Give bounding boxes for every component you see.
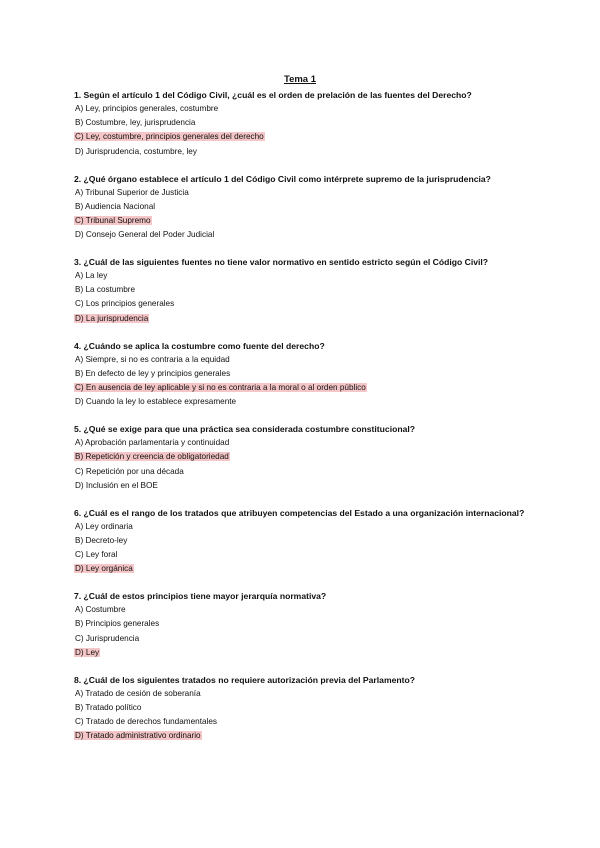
question-text: 1. Según el artículo 1 del Código Civil, ¿cuál es el orden de prelación de las fuentes del Derecho? <box>74 90 472 100</box>
question-7 <box>74 589 554 660</box>
question-text: 8. ¿Cuál de los siguientes tratados no requiere autorización previa del Parlamento? <box>74 674 415 685</box>
option-d <box>74 228 554 242</box>
option-a <box>74 520 554 534</box>
question-3 <box>74 255 554 326</box>
option-d-correct <box>74 562 554 576</box>
option-text: C) Tribunal Supremo <box>75 215 151 225</box>
option-c-correct <box>74 381 554 395</box>
question-text: 3. ¿Cuál de las siguientes fuentes no tiene valor normativo en sentido estricto según el Código Civil? <box>74 257 489 268</box>
page-title: Tema 1 <box>283 74 317 85</box>
option-d <box>74 145 554 159</box>
option-b <box>74 116 554 130</box>
option-b <box>74 367 554 381</box>
option-text: D) Tratado administrativo ordinario <box>75 731 201 741</box>
option-text: C) Repetición por una década <box>75 466 184 476</box>
option-text: C) Los principios generales <box>75 299 175 309</box>
option-text: D) Consejo General del Poder Judicial <box>75 230 215 240</box>
question-text: 5. ¿Qué se exige para que una práctica sea considerada costumbre constitucional? <box>74 424 415 435</box>
option-text: C) Ley foral <box>75 550 118 560</box>
option-c <box>74 632 554 646</box>
option-b <box>74 283 554 297</box>
option-text: B) Audiencia Nacional <box>75 201 156 211</box>
option-c <box>74 715 554 729</box>
option-b <box>74 617 554 631</box>
option-text: D) Ley orgánica <box>75 564 133 574</box>
option-a <box>74 436 554 450</box>
option-text: B) Tratado político <box>75 703 142 713</box>
option-a <box>74 269 554 283</box>
option-text: A) Siempre, si no es contraria a la equidad <box>75 354 230 364</box>
question-8 <box>74 673 554 744</box>
option-text: D) Jurisprudencia, costumbre, ley <box>75 146 197 156</box>
option-text: C) En ausencia de ley aplicable y si no es contraria a la moral o al orden público <box>75 383 366 393</box>
question-text: 2. ¿Qué órgano establece el artículo 1 del Código Civil como intérprete supremo de la jurisprudencia? <box>74 173 491 184</box>
option-a <box>74 186 554 200</box>
option-d <box>74 395 554 409</box>
option-text: A) Ley, principios generales, costumbre <box>75 104 219 113</box>
question-text: 7. ¿Cuál de estos principios tiene mayor jerarquía normativa? <box>74 591 327 602</box>
option-d-correct <box>74 312 554 326</box>
option-text: A) Tribunal Superior de Justicia <box>75 187 189 197</box>
option-text: D) La jurisprudencia <box>75 313 149 323</box>
option-c <box>74 297 554 311</box>
option-text: B) Decreto-ley <box>75 535 128 545</box>
question-4 <box>74 339 554 410</box>
option-a <box>74 603 554 617</box>
question-2 <box>74 172 554 243</box>
option-d-correct <box>74 646 554 660</box>
option-a <box>74 102 554 116</box>
option-a <box>74 353 554 367</box>
question-1 <box>74 88 554 159</box>
option-text: D) Inclusión en el BOE <box>75 480 158 490</box>
option-d <box>74 479 554 493</box>
option-text: C) Ley, costumbre, principios generales del derecho <box>75 132 264 142</box>
option-text: A) Aprobación parlamentaria y continuidad <box>75 438 230 448</box>
option-c <box>74 465 554 479</box>
option-c-correct <box>74 214 554 228</box>
option-text: D) Cuando la ley lo establece expresamente <box>75 397 237 407</box>
option-text: A) Costumbre <box>75 605 126 615</box>
question-text: 6. ¿Cuál es el rango de los tratados que atribuyen competencias del Estado a una organización internacional? <box>74 507 525 518</box>
option-c-correct <box>74 130 554 144</box>
option-b-correct <box>74 450 554 464</box>
option-text: C) Tratado de derechos fundamentales <box>75 717 218 727</box>
option-b <box>74 534 554 548</box>
question-list <box>74 88 554 756</box>
option-d-correct <box>74 729 554 743</box>
option-b <box>74 701 554 715</box>
option-a <box>74 687 554 701</box>
option-text: D) Ley <box>75 647 100 657</box>
question-6 <box>74 506 554 577</box>
option-text: B) En defecto de ley y principios generales <box>75 368 231 378</box>
option-text: C) Jurisprudencia <box>75 633 140 643</box>
option-text: B) Costumbre, ley, jurisprudencia <box>75 118 196 128</box>
option-b <box>74 200 554 214</box>
option-text: B) La costumbre <box>75 285 136 295</box>
option-text: A) Tratado de cesión de soberanía <box>75 688 201 698</box>
option-text: B) Principios generales <box>75 619 160 629</box>
option-text: A) Ley ordinaria <box>75 521 133 531</box>
question-text: 4. ¿Cuándo se aplica la costumbre como fuente del derecho? <box>74 340 325 351</box>
option-text: B) Repetición y creencia de obligatoriedad <box>75 452 229 462</box>
question-5 <box>74 422 554 493</box>
option-c <box>74 548 554 562</box>
option-text: A) La ley <box>75 271 108 281</box>
